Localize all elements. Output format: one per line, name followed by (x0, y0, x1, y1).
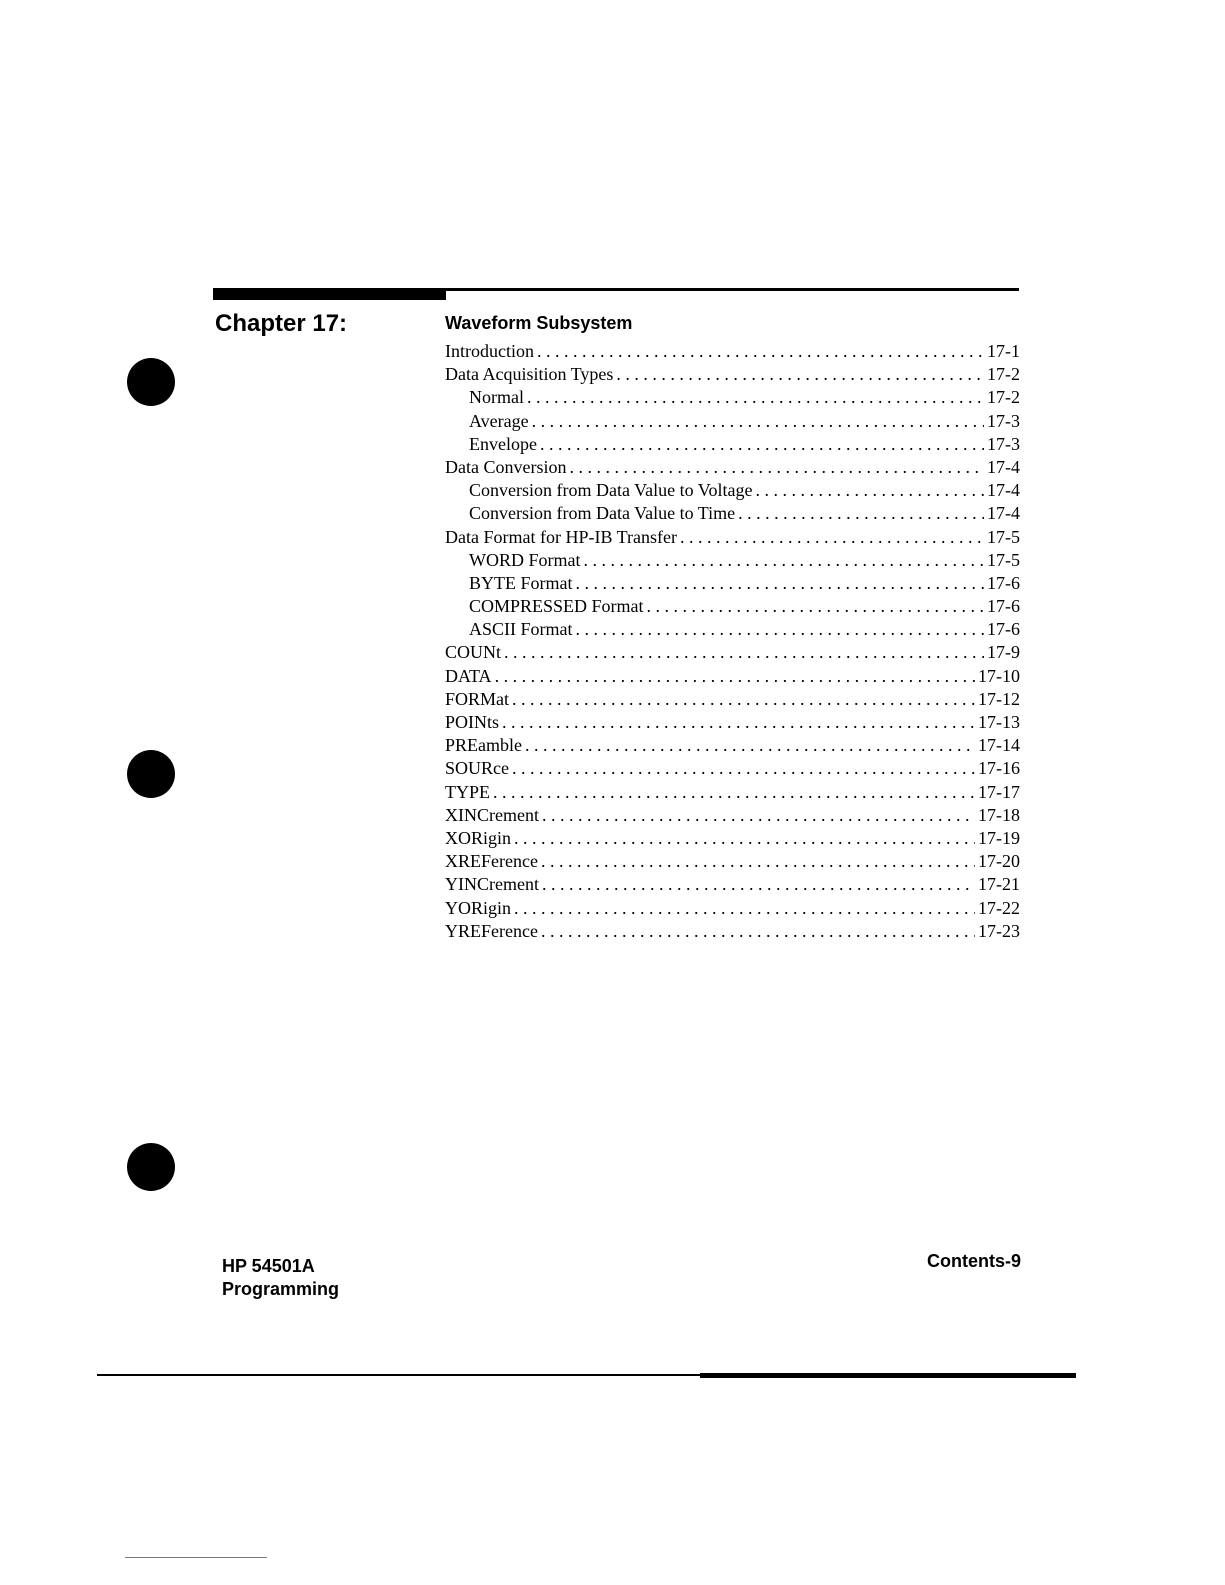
toc-entry-page: 17-13 (978, 712, 1020, 732)
toc-dot-leader (512, 757, 975, 780)
toc-entry-page: 17-4 (987, 480, 1020, 501)
toc-entry-title: WORD Format (469, 549, 581, 570)
toc-entry-title: Conversion from Data Value to Time (469, 503, 736, 524)
toc-entry-title: Data Conversion (445, 456, 567, 477)
scan-mark (125, 1557, 267, 1558)
toc-entry-page: 17-23 (978, 920, 1020, 941)
toc-dot-leader (616, 363, 984, 386)
toc-entry[interactable] (445, 502, 1020, 525)
toc-entry-page: 17-5 (987, 549, 1020, 570)
toc-entry-page: 17-16 (978, 758, 1020, 779)
toc-entry-page: 17-3 (987, 410, 1020, 431)
toc-entry-title: Average (469, 410, 529, 431)
toc-entry[interactable] (445, 897, 1020, 920)
toc-entry-title: Normal (469, 387, 524, 408)
toc-entry[interactable] (445, 711, 1020, 734)
footer-section: Programming (222, 1279, 340, 1299)
toc-entry-page: 17-4 (987, 456, 1020, 477)
footer-product: HP 54501A (222, 1256, 315, 1276)
toc-dot-leader (755, 479, 984, 502)
toc-entry[interactable] (445, 850, 1020, 873)
toc-dot-leader (495, 665, 975, 688)
toc-entry-title: SOURce (445, 758, 509, 779)
toc-entry-page: 17-12 (978, 688, 1020, 709)
toc-entry[interactable] (445, 456, 1020, 479)
toc-entry-title: Data Format for HP-IB Transfer (445, 526, 677, 547)
toc-entry-page: 17-1 (987, 341, 1020, 361)
toc-entry-title: TYPE (445, 781, 490, 802)
toc-entry-title: Conversion from Data Value to Voltage (469, 480, 753, 501)
toc-dot-leader (493, 781, 975, 804)
toc-entry-title: PREamble (445, 735, 522, 756)
binder-hole-bottom (127, 1143, 175, 1191)
toc-entry-title: YINCrement (445, 874, 539, 895)
toc-entry[interactable] (445, 386, 1020, 409)
toc-entry-page: 17-19 (978, 827, 1020, 848)
toc-dot-leader (540, 433, 984, 456)
toc-entry[interactable] (445, 734, 1020, 757)
toc-entry[interactable] (445, 641, 1020, 664)
toc-entry[interactable] (445, 873, 1020, 896)
toc-entry-title: Envelope (469, 433, 537, 454)
toc-entry-page: 17-2 (987, 364, 1020, 385)
toc-dot-leader (569, 456, 984, 479)
toc-entry-page: 17-21 (978, 874, 1020, 895)
toc-entry[interactable] (445, 595, 1020, 618)
toc-entry[interactable] (445, 757, 1020, 780)
toc-entry[interactable] (445, 363, 1020, 386)
binder-hole-middle (127, 750, 175, 798)
toc-entry-title: COMPRESSED Format (469, 596, 644, 617)
toc-entry-title: XREFerence (445, 851, 538, 872)
table-of-contents (445, 340, 1020, 943)
bottom-rule-bold (700, 1373, 1076, 1378)
toc-entry[interactable] (445, 665, 1020, 688)
toc-entry[interactable] (445, 526, 1020, 549)
toc-entry-page: 17-18 (978, 804, 1020, 825)
toc-entry[interactable] (445, 410, 1020, 433)
toc-dot-leader (514, 897, 975, 920)
toc-entry[interactable] (445, 340, 1020, 363)
toc-entry-title: BYTE Format (469, 572, 573, 593)
toc-entry-page: 17-9 (987, 642, 1020, 663)
toc-dot-leader (647, 595, 984, 618)
toc-dot-leader (738, 502, 984, 525)
toc-entry-page: 17-4 (987, 503, 1020, 524)
toc-dot-leader (680, 526, 984, 549)
toc-dot-leader (541, 920, 975, 943)
chapter-rule-bar (213, 288, 446, 300)
toc-dot-leader (541, 850, 975, 873)
toc-entry-page: 17-17 (978, 781, 1020, 802)
toc-entry-title: FORMat (445, 688, 510, 709)
toc-entry-page: 17-14 (978, 735, 1020, 756)
section-title: Waveform Subsystem (445, 313, 633, 333)
toc-entry[interactable] (445, 688, 1020, 711)
toc-entry-title: COUNt (445, 642, 502, 663)
toc-dot-leader (542, 804, 975, 827)
toc-entry-title: ASCII Format (469, 619, 573, 640)
footer-product-info (222, 1255, 339, 1301)
toc-entry[interactable] (445, 479, 1020, 502)
toc-dot-leader (504, 641, 984, 664)
toc-entry-title: XORigin (445, 827, 512, 848)
toc-entry-page: 17-22 (978, 897, 1020, 918)
toc-entry-title: Introduction (445, 341, 534, 361)
toc-entry-page: 17-3 (987, 433, 1020, 454)
toc-entry-title: XINCrement (445, 804, 539, 825)
toc-entry[interactable] (445, 781, 1020, 804)
toc-entry-page: 17-10 (978, 665, 1020, 686)
toc-entry-title: YREFerence (445, 920, 538, 941)
toc-dot-leader (512, 688, 975, 711)
toc-entry[interactable] (445, 549, 1020, 572)
toc-dot-leader (537, 340, 984, 363)
toc-dot-leader (576, 618, 985, 641)
toc-entry[interactable] (445, 827, 1020, 850)
toc-dot-leader (527, 386, 984, 409)
toc-entry-page: 17-5 (987, 526, 1020, 547)
toc-entry-page: 17-20 (978, 851, 1020, 872)
toc-dot-leader (532, 410, 984, 433)
toc-entry-title: POINts (445, 712, 500, 732)
toc-entry[interactable] (445, 920, 1020, 943)
toc-dot-leader (514, 827, 975, 850)
chapter-label: Chapter 17: (215, 310, 348, 337)
toc-entry-title: Data Acquisition Types (445, 364, 614, 385)
footer-page-label: Contents-9 (927, 1251, 1021, 1271)
toc-entry-title: DATA (445, 665, 492, 686)
toc-dot-leader (576, 572, 985, 595)
toc-dot-leader (584, 549, 985, 572)
toc-entry[interactable] (445, 572, 1020, 595)
toc-entry-title: YORigin (445, 897, 512, 918)
toc-dot-leader (502, 711, 975, 734)
toc-entry-page: 17-6 (987, 572, 1020, 593)
toc-entry[interactable] (445, 804, 1020, 827)
binder-hole-top (127, 358, 175, 406)
toc-dot-leader (542, 873, 975, 896)
toc-entry-page: 17-6 (987, 596, 1020, 617)
toc-entry-page: 17-2 (987, 387, 1020, 408)
toc-entry[interactable] (445, 433, 1020, 456)
toc-entry-page: 17-6 (987, 619, 1020, 640)
toc-dot-leader (525, 734, 975, 757)
toc-entry[interactable] (445, 618, 1020, 641)
